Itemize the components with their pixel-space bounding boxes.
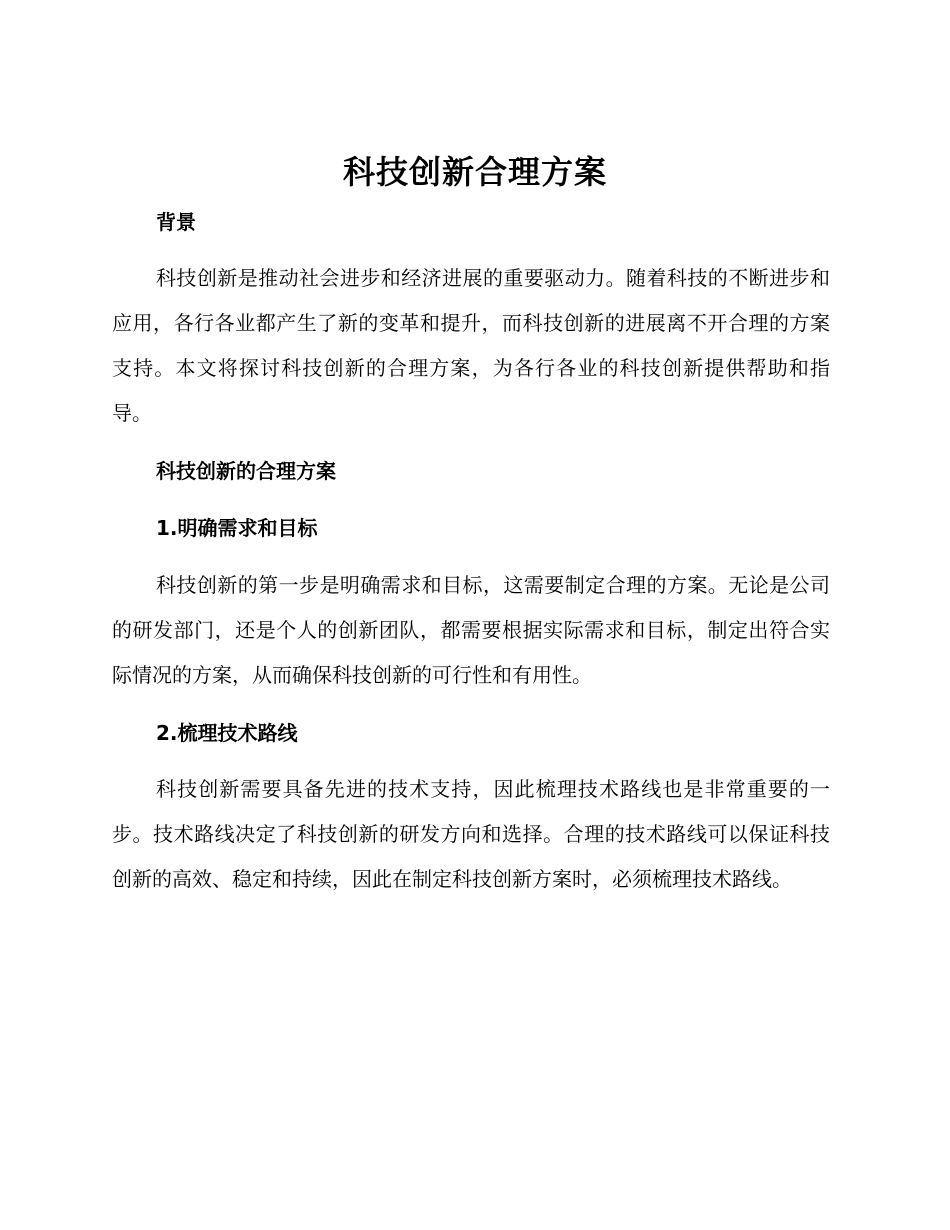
section-heading-requirements: 1.明确需求和目标	[156, 516, 318, 540]
section-paragraph-tech-route: 科技创新需要具备先进的技术支持，因此梳理技术路线也是非常重要的一步。技术路线决定了科技创新的研发方向和选择。合理的技术路线可以保证科技创新的高效、稳定和持续，因此在制定科技创新方案时，必须梳理技术路线。	[112, 777, 830, 891]
document-title: 科技创新合理方案	[342, 153, 607, 191]
section-paragraph-background: 科技创新是推动社会进步和经济进展的重要驱动力。随着科技的不断进步和应用，各行各业都产生了新的变革和提升，而科技创新的进展离不开合理的方案支持。本文将探讨科技创新的合理方案，为各行各业的科技创新提供帮助和指导。	[112, 266, 830, 425]
section-heading-plan: 科技创新的合理方案	[156, 459, 336, 483]
section-paragraph-requirements: 科技创新的第一步是明确需求和目标，这需要制定合理的方案。无论是公司的研发部门，还是个人的创新团队，都需要根据实际需求和目标，制定出符合实际情况的方案，从而确保科技创新的可行性和有用性。	[112, 573, 830, 687]
section-heading-tech-route: 2.梳理技术路线	[156, 721, 298, 745]
section-heading-background: 背景	[156, 210, 196, 234]
